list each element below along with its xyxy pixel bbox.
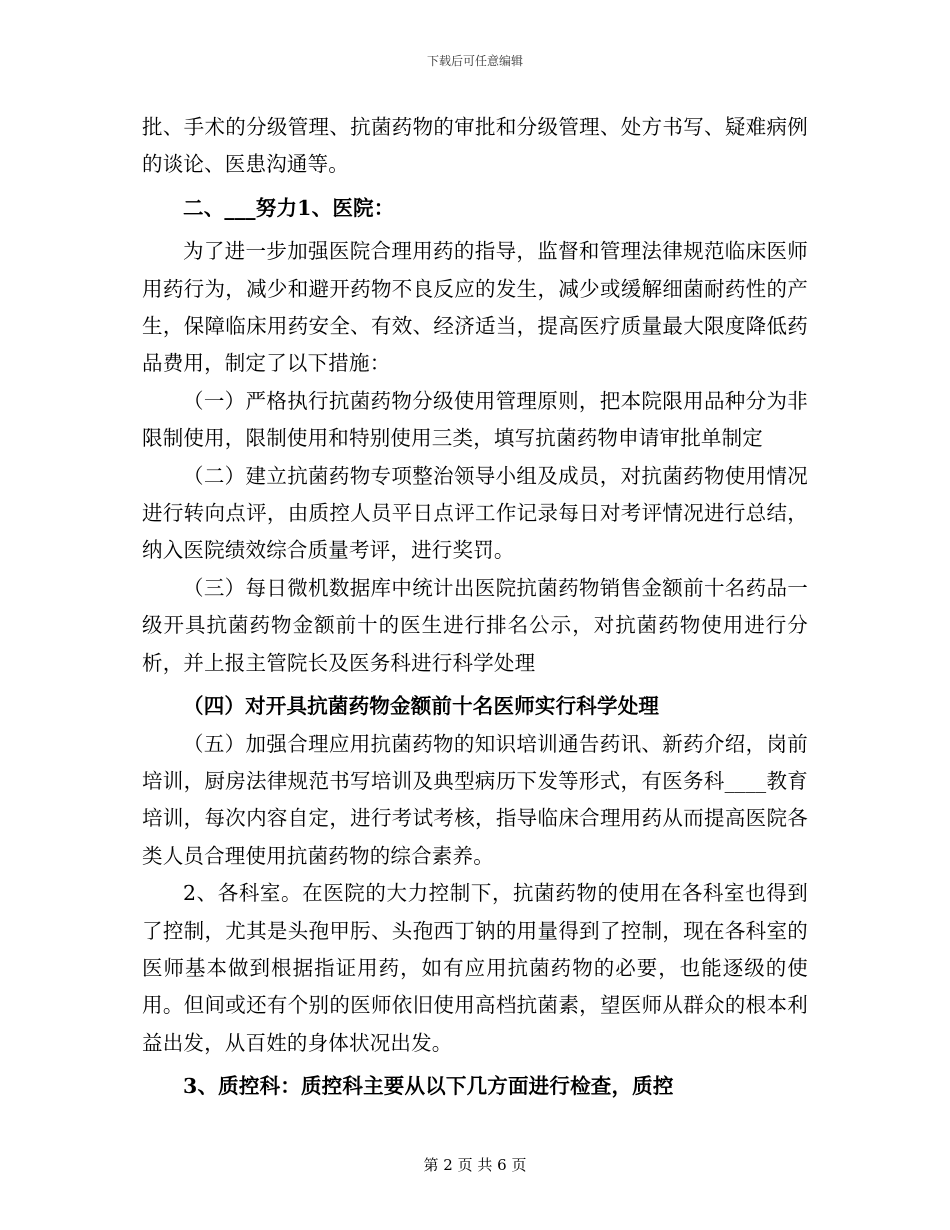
paragraph-8: （五）加强合理应用抗菌药物的知识培训通告药讯、新药介绍，岗前培训，厨房法律规范书写培训及典型病历下发等形式，有医务科____教育培训，每次内容自定，进行考试考核，指导临床合理用药从而提高医院各类人员合理使用抗菌药物的综合素养。 bbox=[142, 731, 808, 868]
paragraph-9: 2、各科室。在医院的大力控制下，抗菌药物的使用在各科室也得到了控制，尤其是头孢甲肟、头孢西丁钠的用量得到了控制，现在各科室的医师基本做到根据指证用药，如有应用抗菌药物的必要，也能逐级的使用。但间或还有个别的医师依旧使用高档抗菌素，望医师从群众的根本利益出发，从百姓的身体状况出发。 bbox=[142, 881, 808, 1055]
paragraph-4: （一）严格执行抗菌药物分级使用管理原则，把本院限用品种分为非限制使用，限制使用和特别使用三类，填写抗菌药物申请审批单制定 bbox=[142, 388, 808, 451]
paragraph-3: 为了进一步加强医院合理用药的指导，监督和管理法律规范临床医师用药行为，减少和避开药物不良反应的发生，减少或缓解细菌耐药性的产生，保障临床用药安全、有效、经济适当，提高医疗质量最大限度降低药品费用，制定了以下措施： bbox=[142, 239, 808, 376]
paragraph-6: （三）每日微机数据库中统计出医院抗菌药物销售金额前十名药品一级开具抗菌药物金额前十的医生进行排名公示，对抗菌药物使用进行分析，并上报主管院长及医务科进行科学处理 bbox=[142, 575, 808, 675]
page-footer: 第 2 页 共 6 页 bbox=[423, 1156, 527, 1174]
section-heading-10: 3、质控科：质控科主要从以下几方面进行检查，质控 bbox=[183, 1074, 674, 1099]
section-heading-7: （四）对开具抗菌药物金额前十名医师实行科学处理 bbox=[183, 694, 660, 719]
document-body bbox=[142, 109, 808, 1106]
page-header: 下载后可任意编辑 bbox=[426, 54, 523, 68]
paragraph-5: （二）建立抗菌药物专项整治领导小组及成员，对抗菌药物使用情况进行转向点评，由质控人员平日点评工作记录每日对考评情况进行总结，纳入医院绩效综合质量考评，进行奖罚。 bbox=[142, 463, 808, 563]
paragraph-1: 批、手术的分级管理、抗菌药物的审批和分级管理、处方书写、疑难病例的谈论、医患沟通等。 bbox=[142, 115, 808, 177]
section-heading-2: 二、___努力1、医院： bbox=[183, 195, 395, 220]
